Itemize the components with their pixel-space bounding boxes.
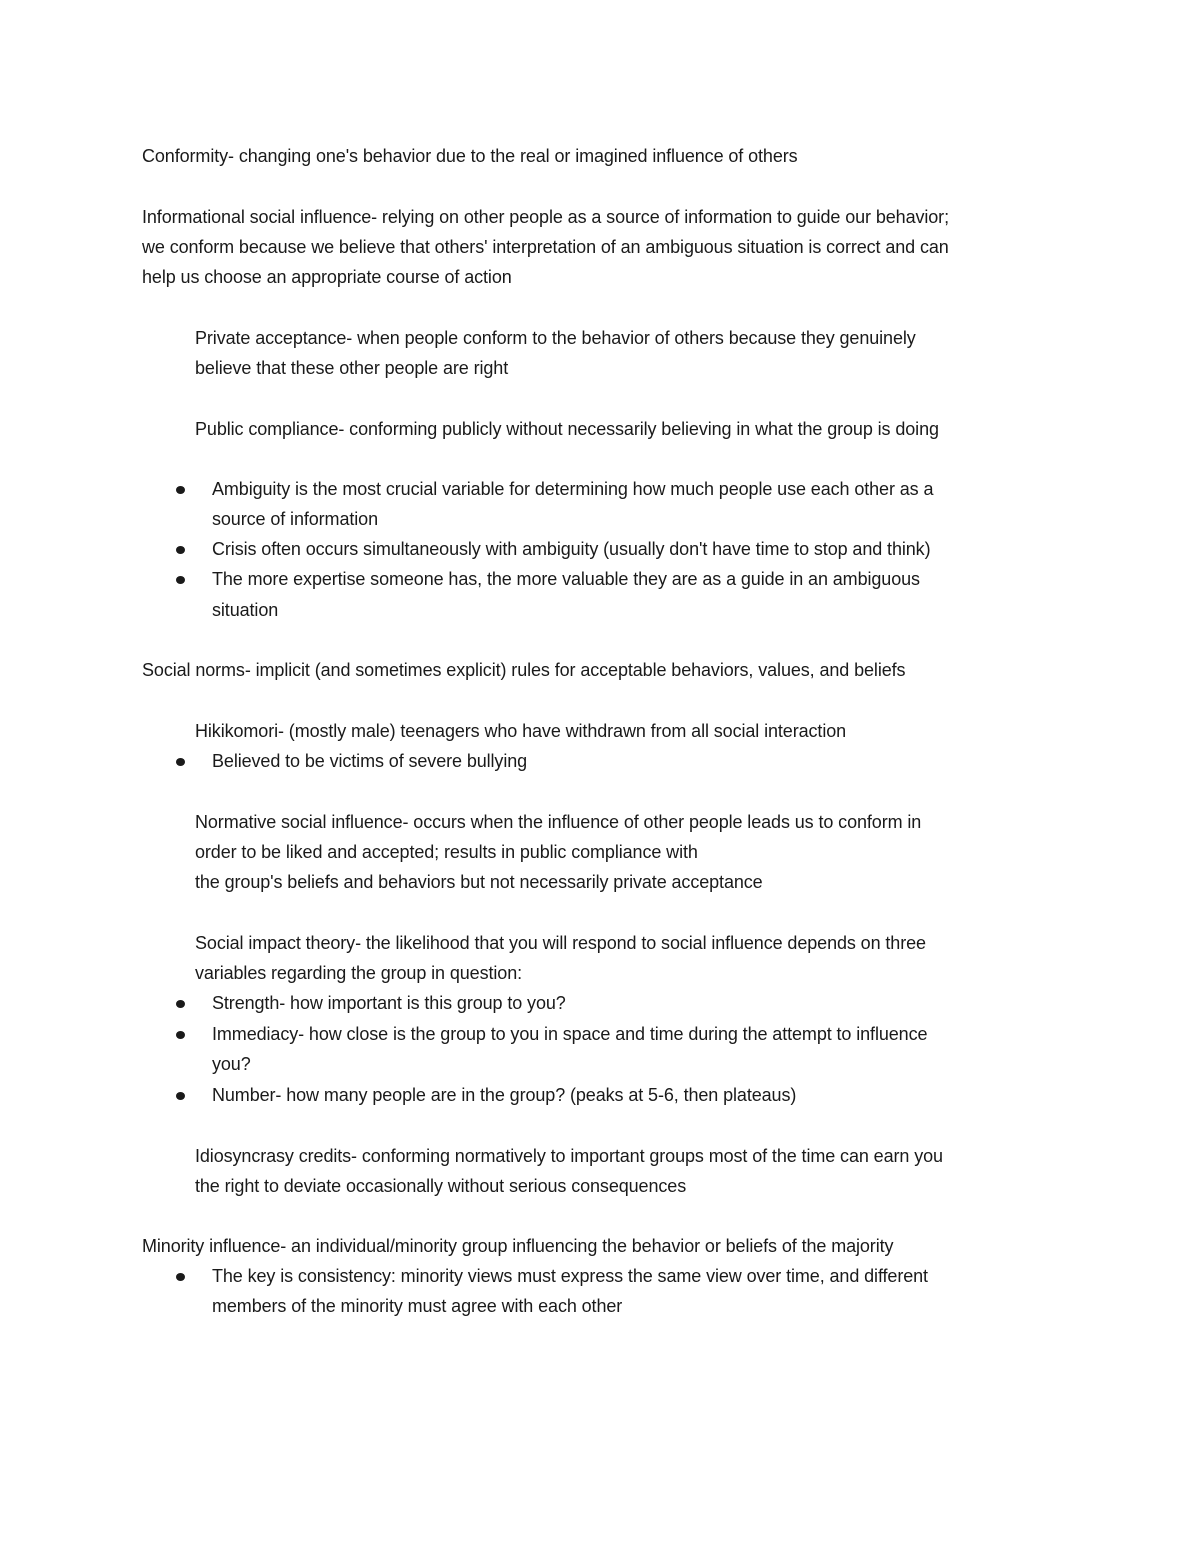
immediacy-bullet-line-1: Immediacy- how close is the group to you in space and time during the attempt to influence — [212, 1024, 928, 1044]
informational-influence-line-2: we conform because we believe that others' interpretation of an ambiguous situation is correct and can — [142, 237, 949, 257]
social-norms-definition: Social norms- implicit (and sometimes explicit) rules for acceptable behaviors, values, and beliefs — [142, 660, 906, 680]
crisis-bullet: Crisis often occurs simultaneously with ambiguity (usually don't have time to stop and think) — [212, 539, 931, 559]
public-compliance-definition: Public compliance- conforming publicly without necessarily believing in what the group is doing — [195, 419, 939, 439]
hikikomori-bullet: Believed to be victims of severe bullying — [212, 751, 528, 771]
bullet-icon — [176, 1273, 185, 1281]
expertise-bullet-line-2: situation — [212, 600, 279, 620]
idiosyncrasy-credits-line-1: Idiosyncrasy credits- conforming normatively to important groups most of the time can earn you — [195, 1146, 943, 1166]
strength-bullet: Strength- how important is this group to you? — [212, 993, 566, 1013]
social-impact-line-1: Social impact theory- the likelihood that you will respond to social influence depends on three — [195, 933, 926, 953]
ambiguity-bullet-line-1: Ambiguity is the most crucial variable for determining how much people use each other as a — [212, 479, 934, 499]
bullet-icon — [176, 546, 185, 554]
private-acceptance-line-1: Private acceptance- when people conform to the behavior of others because they genuinely — [195, 328, 916, 348]
idiosyncrasy-credits-line-2: the right to deviate occasionally without serious consequences — [195, 1176, 687, 1196]
bullet-icon — [176, 1092, 185, 1100]
number-bullet: Number- how many people are in the group? (peaks at 5-6, then plateaus) — [212, 1085, 797, 1105]
consistency-bullet-line-2: members of the minority must agree with each other — [212, 1296, 623, 1316]
private-acceptance-line-2: believe that these other people are right — [195, 358, 509, 378]
bullet-icon — [176, 1000, 185, 1008]
expertise-bullet-line-1: The more expertise someone has, the more valuable they are as a guide in an ambiguous — [212, 569, 920, 589]
hikikomori-definition: Hikikomori- (mostly male) teenagers who have withdrawn from all social interaction — [195, 721, 847, 741]
bullet-icon — [176, 486, 185, 494]
ambiguity-bullet-line-2: source of information — [212, 509, 378, 529]
conformity-definition: Conformity- changing one's behavior due to the real or imagined influence of others — [142, 146, 798, 166]
informational-influence-line-3: help us choose an appropriate course of action — [142, 267, 512, 287]
immediacy-bullet-line-2: you? — [212, 1054, 251, 1074]
bullet-icon — [176, 576, 185, 584]
normative-influence-line-2: order to be liked and accepted; results in public compliance with — [195, 842, 698, 862]
normative-influence-line-1: Normative social influence- occurs when the influence of other people leads us to conform in — [195, 812, 922, 832]
bullet-icon — [176, 758, 185, 766]
bullet-icon — [176, 1031, 185, 1039]
social-impact-line-2: variables regarding the group in question: — [195, 963, 523, 983]
informational-influence-line-1: Informational social influence- relying on other people as a source of information to guide our behavior; — [142, 207, 949, 227]
normative-influence-line-3: the group's beliefs and behaviors but not necessarily private acceptance — [195, 872, 763, 892]
consistency-bullet-line-1: The key is consistency: minority views must express the same view over time, and different — [212, 1266, 928, 1286]
minority-influence-definition: Minority influence- an individual/minority group influencing the behavior or beliefs of the majority — [142, 1236, 894, 1256]
